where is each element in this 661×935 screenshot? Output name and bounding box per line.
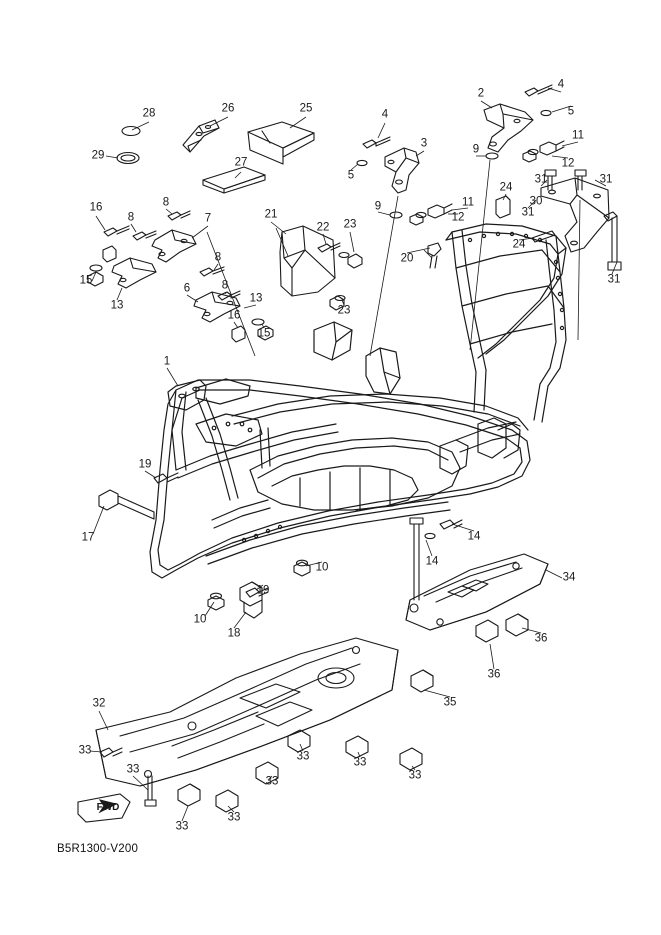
callout-15-b: 15	[257, 327, 271, 340]
callout-12-right: 12	[561, 157, 575, 170]
part-2-bracket	[484, 104, 533, 152]
callout-2: 2	[477, 87, 485, 100]
part-5-washer-right	[541, 110, 551, 115]
callout-16-b: 16	[227, 309, 241, 322]
part-15-washer-left	[90, 265, 102, 271]
callout-31-b: 31	[599, 173, 613, 186]
part-8-bolts-left	[104, 211, 190, 240]
callout-5-left: 5	[347, 169, 355, 182]
callout-26: 26	[221, 102, 235, 115]
diagram-code: B5R1300-V200	[57, 843, 139, 855]
part-27-plate	[203, 167, 265, 193]
callout-9-right: 9	[472, 143, 480, 156]
part-17-long-bolt	[99, 490, 154, 519]
callout-28: 28	[142, 107, 156, 120]
callout-8-d: 8	[221, 279, 229, 292]
part-1-main-frame	[150, 221, 566, 578]
callout-13-b: 13	[249, 292, 263, 305]
callout-24-lower: 24	[512, 238, 526, 251]
callout-36-b: 36	[487, 668, 501, 681]
part-11-12-fasteners-right	[523, 141, 564, 162]
callout-33-f: 33	[265, 775, 279, 788]
part-35-36-fasteners	[411, 614, 528, 692]
callout-6: 6	[183, 282, 191, 295]
part-26-bracket	[183, 120, 219, 152]
part-29-oring	[117, 153, 139, 164]
callout-14-a: 14	[467, 530, 481, 543]
callout-15-a: 15	[79, 274, 93, 287]
callout-29: 29	[91, 149, 105, 162]
callout-11-right: 11	[572, 129, 584, 142]
callout-10-b: 10	[193, 613, 207, 626]
callout-14-b: 14	[425, 555, 439, 568]
callout-1: 1	[163, 355, 171, 368]
part-4-bolt-left	[363, 137, 390, 148]
fwd-label: FWD	[96, 802, 120, 813]
callout-31-a: 31	[534, 173, 548, 186]
callout-23-a: 23	[343, 218, 357, 231]
callout-21: 21	[264, 208, 278, 221]
part-21-guard	[280, 226, 335, 296]
callout-9-center: 9	[374, 200, 382, 213]
callout-33-h: 33	[175, 820, 189, 833]
part-30-bracket	[541, 178, 609, 252]
callout-16-a: 16	[89, 201, 103, 214]
callout-4-left: 4	[381, 108, 389, 121]
callout-31-c: 31	[521, 206, 535, 219]
callout-8-b: 8	[162, 196, 170, 209]
callout-23-b: 23	[337, 304, 351, 317]
callout-20: 20	[400, 252, 414, 265]
callout-8-c: 8	[214, 251, 222, 264]
callout-34: 34	[562, 571, 576, 584]
part-13-bracket-left	[112, 258, 156, 288]
callout-31-d: 31	[607, 273, 621, 286]
callout-25: 25	[299, 102, 313, 115]
callout-33-c: 33	[296, 750, 310, 763]
callout-10-a: 10	[315, 561, 329, 574]
callout-33-d: 33	[353, 756, 367, 769]
part-22-23-fasteners	[318, 243, 362, 310]
callout-18: 18	[227, 627, 241, 640]
callout-11-center: 11	[462, 196, 474, 209]
callout-5-right: 5	[567, 105, 575, 118]
part-9-washer-center	[390, 212, 402, 218]
callout-30: 30	[529, 195, 543, 208]
part-5-washer-left	[357, 160, 367, 165]
callout-27: 27	[234, 156, 248, 169]
part-19-bolts	[154, 473, 268, 597]
callout-33-g: 33	[227, 811, 241, 824]
part-11-12-fasteners-center	[410, 204, 452, 225]
callout-35: 35	[443, 696, 457, 709]
part-7-bracket	[152, 230, 196, 262]
callout-12-center: 12	[451, 211, 465, 224]
callout-8-a: 8	[127, 211, 135, 224]
callout-22: 22	[316, 221, 330, 234]
callout-7: 7	[204, 212, 212, 225]
callout-33-e: 33	[408, 769, 422, 782]
callout-17: 17	[81, 531, 95, 544]
callout-13-a: 13	[110, 299, 124, 312]
part-3-bracket	[385, 148, 419, 193]
callout-33-a: 33	[78, 744, 92, 757]
callout-24-upper: 24	[499, 181, 513, 194]
part-9-washer-right	[486, 153, 498, 159]
callout-4-right: 4	[557, 78, 565, 91]
callout-3: 3	[420, 137, 428, 150]
callout-32: 32	[92, 697, 106, 710]
callout-19-b: 19	[256, 584, 270, 597]
callout-33-b: 33	[126, 763, 140, 776]
callout-36-a: 36	[534, 632, 548, 645]
callout-19-a: 19	[138, 458, 152, 471]
part-4-bolt-right	[525, 85, 552, 96]
part-25-cover	[248, 122, 314, 164]
